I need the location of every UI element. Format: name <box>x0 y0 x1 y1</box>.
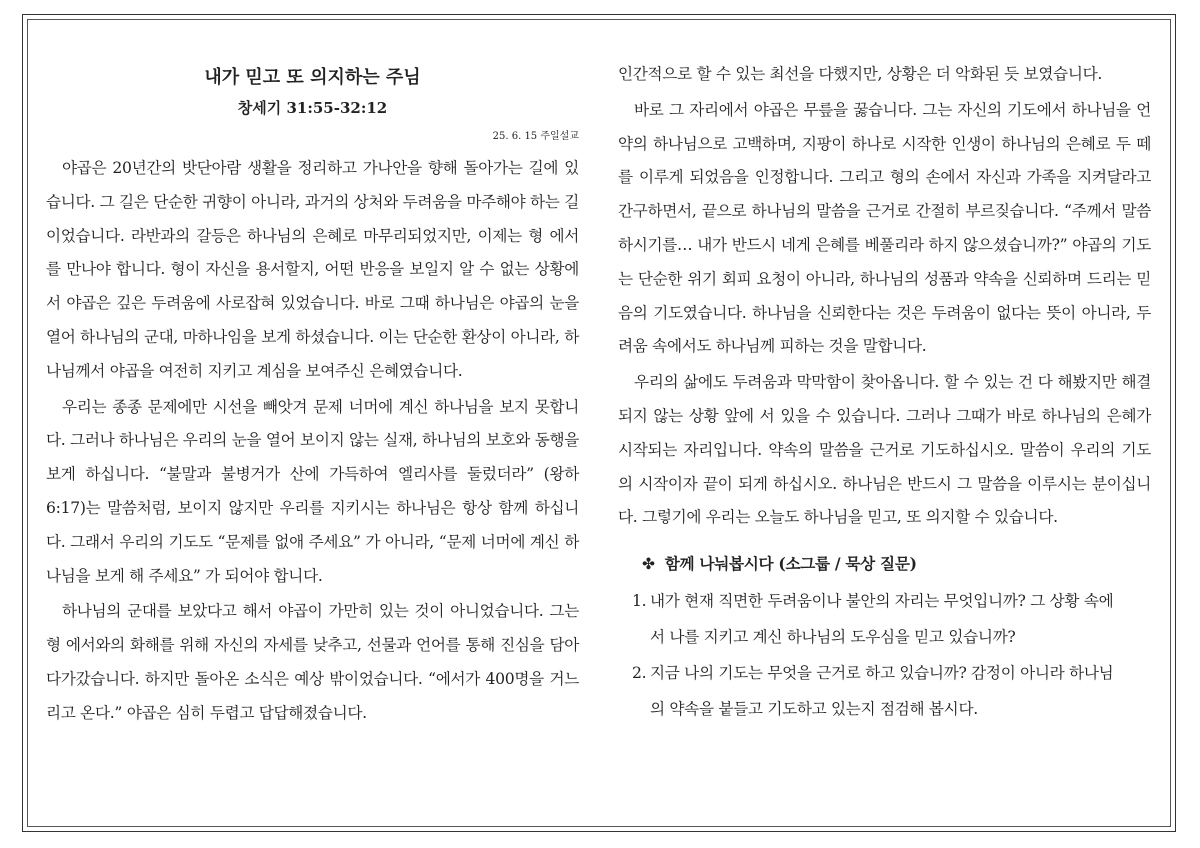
club-icon: ✤ <box>642 555 655 574</box>
left-column <box>46 56 579 733</box>
paragraph: 인간적으로 할 수 있는 최선을 다했지만, 상황은 더 악화된 듯 보였습니다. <box>618 65 1103 83</box>
paragraph: 바로 그 자리에서 야곱은 무릎을 꿇습니다. 그는 자신의 기도에서 하나님을 언약의 하나님으로 고백하며, 지팡이 하나로 시작한 인생이 하나님의 은혜로 두 떼를 이루게 되었음을 인정합니다. 그리고 형의 손에서 자신과 가족을 지켜달라고 간구하면서, 끝으로 하나님의 말씀을 근거로 간절히 부르짖습니다. “주께서 말씀하시기를… 내가 반드시 네게 은혜를 베풀리라 하지 않으셨습니까?” 야곱의 기도는 단순한 위기 회피 요청이 아니라, 하나님의 성품과 약속을 신뢰하며 드리는 믿음의 기도였습니다. 하나님을 신뢰한다는 것은 두려움이 없다는 뜻이 아니라, 두려움 속에서도 하나님께 피하는 것을 말합니다. <box>618 100 1151 356</box>
discussion-heading-text: 함께 나눠봅시다 (소그룹 / 묵상 질문) <box>664 554 917 574</box>
paragraph: 야곱은 20년간의 밧단아람 생활을 정리하고 가나안을 향해 돌아가는 길에 있습니다. 그 길은 단순한 귀향이 아니라, 과거의 상처와 두려움을 마주해야 하는 길이었습니다. 라반과의 갈등은 하나님의 은혜로 마무리되었지만, 이제는 형 에서를 만나야 합니다. 형이 자신을 용서할지, 어떤 반응을 보일지 알 수 없는 상황에서 야곱은 깊은 두려움에 사로잡혀 있었습니다. 바로 그때 하나님은 야곱의 눈을 열어 하나님의 군대, 마하나임을 보게 하셨습니다. 이는 단순한 환상이 아니라, 하나님께서 야곱을 여전히 지키고 계심을 보여주신 은혜였습니다. <box>46 159 579 380</box>
question-text: 내가 현재 직면한 두려움이나 불안의 자리는 무엇입니까? 그 상황 속에서 나를 지키고 계신 하나님의 도우심을 믿고 있습니까? <box>650 592 1114 647</box>
paragraph: 우리의 삶에도 두려움과 막막함이 찾아옵니다. 할 수 있는 건 다 해봤지만 해결되지 않는 상황 앞에 서 있을 수 있습니다. 그러나 그때가 바로 하나님의 은혜가 시작되는 자리입니다. 약속의 말씀을 근거로 기도하십시오. 말씀이 우리의 기도의 시작이자 끝이 되게 하십시오. 하나님은 반드시 그 말씀을 이루시는 분이십니다. 그렇기에 우리는 오늘도 하나님을 믿고, 또 의지할 수 있습니다. <box>618 373 1151 527</box>
right-column <box>618 58 1151 727</box>
question-item <box>618 583 1151 655</box>
paragraph: 우리는 종종 문제에만 시선을 빼앗겨 문제 너머에 계신 하나님을 보지 못합니다. 그러나 하나님은 우리의 눈을 열어 보이지 않는 실재, 하나님의 보호와 동행을 보게 하십니다. “불말과 불병거가 산에 가득하여 엘리사를 둘렀더라” (왕하 6:17)는 말씀처럼, 보이지 않지만 우리를 지키시는 하나님은 항상 함께 하십니다. 그래서 우리의 기도도 “문제를 없애 주세요” 가 아니라, “문제 너머에 계신 하나님을 보게 해 주세요” 가 되어야 합니다. <box>46 397 579 585</box>
sermon-date: 25. 6. 15 주일설교 <box>492 131 579 142</box>
discussion-heading <box>618 549 1151 579</box>
question-item <box>618 655 1151 727</box>
question-text: 지금 나의 기도는 무엇을 근거로 하고 있습니까? 감정이 아니라 하나님의 약속을 붙들고 기도하고 있는지 점검해 봅시다. <box>650 664 1114 719</box>
question-number: 2. <box>632 664 647 683</box>
scripture-reference: 창세기 31:55-32:12 <box>237 99 388 117</box>
question-number: 1. <box>632 592 647 611</box>
paragraph: 하나님의 군대를 보았다고 해서 야곱이 가만히 있는 것이 아니었습니다. 그는 형 에서와의 화해를 위해 자신의 자세를 낮추고, 선물과 언어를 통해 진심을 담아 다가갔습니다. 하지만 돌아온 소식은 예상 밖이었습니다. “에서가 400명을 거느리고 온다.” 야곱은 심히 두렵고 답답해졌습니다. <box>46 602 579 722</box>
sermon-title: 내가 믿고 또 의지하는 주님 <box>204 67 421 88</box>
question-list <box>618 583 1151 727</box>
